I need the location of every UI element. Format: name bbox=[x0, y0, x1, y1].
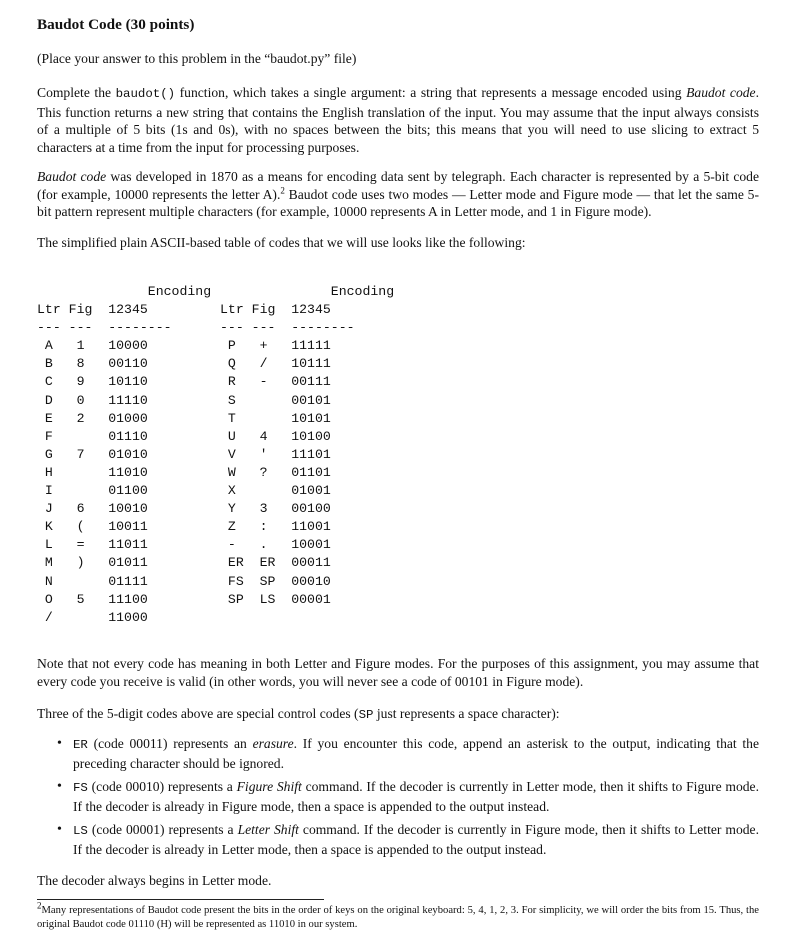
intro-emphasis: Baudot code bbox=[686, 85, 756, 100]
decoder-start-paragraph: The decoder always begins in Letter mode. bbox=[37, 873, 272, 888]
fs-text-a: (code 00010) represents a bbox=[87, 779, 237, 795]
control-codes-paragraph bbox=[37, 705, 759, 725]
history-text-b: Baudot code uses two modes — Letter mode and Figure mode — that let the same 5-bit pattern represent multiple characters (for example, 10000 represents A in Letter mode, and 1 in Figure mode). bbox=[37, 186, 759, 220]
sp-code: SP bbox=[358, 708, 374, 722]
history-text-a: was developed in 1870 as a means for encoding data sent by telegraph. Each character is represented by a 5-bit code (for example, 10000 represents the letter A). bbox=[37, 169, 760, 202]
er-text-b: . If you encounter this code, append an asterisk to the output, indicating that the preceding character should be ignored. bbox=[73, 736, 760, 771]
ls-text-a: (code 00001) represents a bbox=[87, 822, 238, 838]
intro-text-c: . This function returns a new string that contains the English translation of the input. You may assume that the input always consists of a multiple of 5 bits (1s and 0s), with no spaces between the bits; this means that you will need to use slicing to extract 5 characters at a time from the input for processing purposes. bbox=[37, 85, 759, 155]
intro-paragraph bbox=[37, 84, 759, 156]
function-name-code: baudot() bbox=[115, 87, 176, 101]
footnote bbox=[37, 900, 759, 932]
code-table-right: Encoding Ltr Fig 12345 --- --- -------- P + 11111 Q / 10111 R - 00111 S 00101 T 10101 U 4 10100 V ' 11101 W ? 01101 X 01001 Y 3 00100 Z : 11001 - . 10001 ER ER 00011 FS SP 00010 SP LS 00001 bbox=[220, 284, 395, 607]
history-paragraph bbox=[37, 168, 759, 221]
table-intro-paragraph: The simplified plain ASCII-based table of codes that we will use looks like the following: bbox=[37, 235, 526, 250]
list-item-fs bbox=[37, 778, 759, 815]
code-table-left: Encoding Ltr Fig 12345 --- --- -------- A 1 10000 B 8 00110 C 9 10110 D 0 11110 E 2 01000 F 01110 G 7 01010 H 11010 I 01100 J 6 10010 K ( 10011 L = 11011 M ) 01011 N 01111 O 5 11100 / 11000 bbox=[37, 284, 212, 625]
footnote-text: Many representations of Baudot code present the bits in the order of keys on the original keyboard: 5, 4, 1, 2, 3. For simplicity, we will order the bits from 15. Thus, the original Baudot code 01110 (H) will be represented as 11010 in our system. bbox=[37, 905, 759, 930]
control-text-a: Three of the 5-digit codes above are special control codes ( bbox=[37, 706, 359, 721]
er-code: ER bbox=[73, 738, 88, 752]
list-item-er bbox=[37, 735, 759, 772]
history-emphasis: Baudot code bbox=[37, 169, 107, 184]
control-codes-list bbox=[37, 735, 759, 865]
section-title: Baudot Code (30 points) bbox=[37, 16, 195, 33]
footnote-number: 2 bbox=[37, 900, 42, 911]
list-item-ls bbox=[37, 821, 759, 858]
fs-emphasis: Figure Shift bbox=[236, 779, 302, 795]
fs-text-b: command. If the decoder is currently in Letter mode, then it shifts to Figure mode. If the decoder is already in Figure mode, then a space is appended to the output instead. bbox=[73, 779, 759, 814]
footnote-divider bbox=[37, 899, 324, 900]
fs-code: FS bbox=[73, 781, 88, 796]
intro-text-a: Complete the bbox=[37, 85, 116, 100]
ls-emphasis: Letter Shift bbox=[237, 822, 299, 838]
file-note: (Place your answer to this problem in the “baudot.py” file) bbox=[37, 51, 357, 66]
er-text-a: (code 00011) represents an bbox=[87, 736, 253, 751]
ls-text-b: command. If the decoder is currently in Figure mode, then it shifts to Letter mode. If the decoder is already in Letter mode, then a space is appended to the output instead. bbox=[73, 822, 759, 857]
intro-text-b: function, which takes a single argument: a string that represents a message encoded using bbox=[175, 85, 687, 100]
control-text-b: just represents a space character): bbox=[373, 706, 560, 721]
ls-code: LS bbox=[73, 824, 88, 839]
validity-paragraph: Note that not every code has meaning in both Letter and Figure modes. For the purposes of this assignment, you may assume that every code you receive is valid (in other words, you will never see a code of 00101 in Figure mode). bbox=[37, 656, 759, 689]
footnote-marker: 2 bbox=[280, 185, 285, 196]
er-emphasis: erasure bbox=[252, 736, 294, 751]
